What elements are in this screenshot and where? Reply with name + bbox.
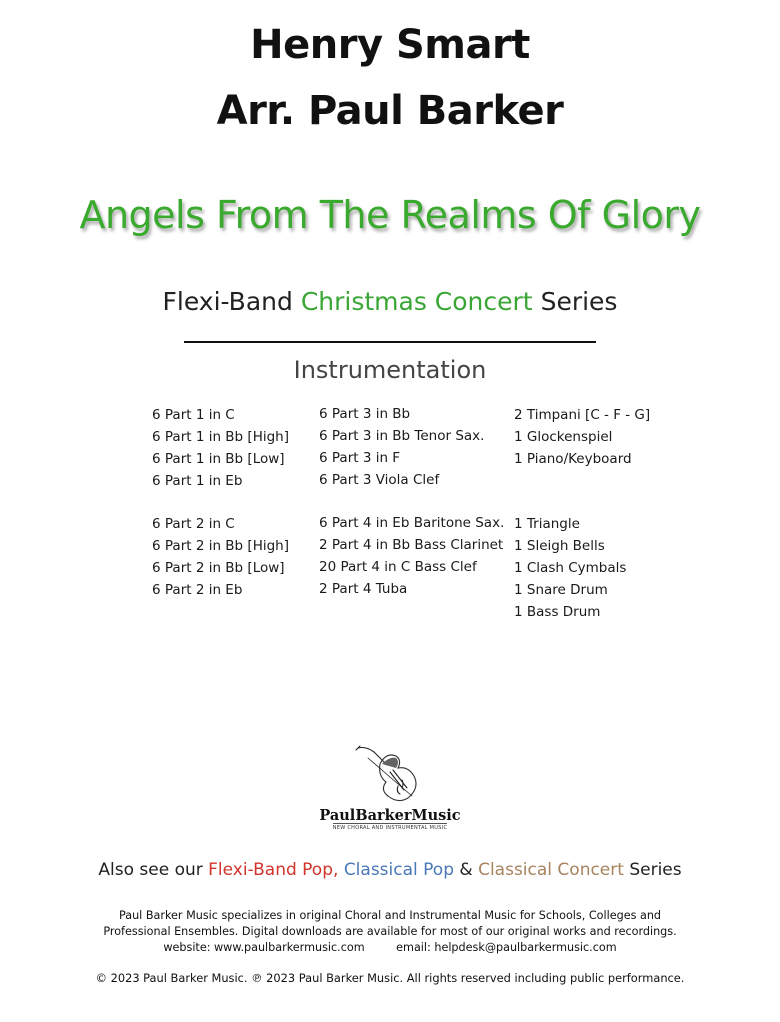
piece-title: Angels From The Realms Of Glory [79,193,701,237]
instrument-item: 6 Part 1 in C [152,407,235,423]
instrument-item: 6 Part 2 in Bb [High] [152,538,289,554]
instrument-item: 6 Part 3 in Bb [319,406,411,422]
series-part-2: Christmas Concert [300,287,533,316]
instrument-item: 6 Part 3 in F [319,450,401,466]
also-ampersand: & [459,860,473,880]
instrument-item: 6 Part 2 in Bb [Low] [152,560,285,576]
website-link[interactable]: website: www.paulbarkermusic.com [163,941,365,954]
also-prefix: Also see our [98,860,203,880]
spacer [319,491,504,512]
instrument-item: 20 Part 4 in C Bass Clef [319,559,477,575]
violin-logo-icon [338,742,448,804]
instrument-item: 1 Snare Drum [514,582,608,598]
instrument-item: 1 Bass Drum [514,604,601,620]
also-suffix: Series [629,860,682,880]
instrument-item: 6 Part 1 in Bb [Low] [152,451,285,467]
instrument-item: 1 Triangle [514,516,580,532]
instrumentation-column-1 [152,404,289,601]
blurb-line-2: Professional Ensembles. Digital downloads are available for most of our original works and recordings. [103,925,677,938]
instrument-item: 6 Part 4 in Eb Baritone Sax. [319,515,505,531]
logo-tagline [0,825,780,831]
blurb-line-1: Paul Barker Music specializes in original Choral and Instrumental Music for Schools, Colleges and [118,909,662,922]
series-link-classical-pop: Classical Pop [343,860,454,880]
instrument-item: 2 Timpani [C - F - G] [514,407,651,423]
instrument-item: 1 Clash Cymbals [514,560,627,576]
instrument-item: 1 Piano/Keyboard [514,451,632,467]
instrument-item: 2 Part 4 in Bb Bass Clarinet [319,537,504,553]
instrument-item: 2 Part 4 Tuba [319,581,408,597]
email-link[interactable]: email: helpdesk@paulbarkermusic.com [396,941,617,954]
also-see-line [0,860,780,880]
arranger-name: Arr. Paul Barker [216,88,564,134]
instrument-item: 6 Part 1 in Eb [152,473,243,489]
instrument-item: 1 Sleigh Bells [514,538,605,554]
spacer [152,492,289,513]
logo-tagline-text: NEW CHORAL AND INSTRUMENTAL MUSIC [332,825,448,831]
series-part-3: Series [540,287,618,316]
instrument-item: 1 Glockenspiel [514,429,613,445]
instrumentation-column-3 [514,404,650,623]
copyright-notice: © 2023 Paul Barker Music. ℗ 2023 Paul Barker Music. All rights reserved including public performance. [95,971,685,985]
instrument-item: 6 Part 3 in Bb Tenor Sax. [319,428,485,444]
instrument-item: 6 Part 2 in Eb [152,582,243,598]
instrumentation-heading: Instrumentation [293,356,487,384]
contact-line [149,940,630,956]
spacer [514,470,650,492]
logo-wordmark: PaulBarkerMusic [319,807,461,824]
composer-name: Henry Smart [250,22,530,68]
instrument-item: 6 Part 3 Viola Clef [319,472,440,488]
series-link-flexi-band-pop: Flexi-Band Pop, [208,860,339,880]
instrumentation-column-2 [319,403,504,600]
instrument-item: 6 Part 2 in C [152,516,235,532]
spacer [514,492,650,513]
instrument-item: 6 Part 1 in Bb [High] [152,429,289,445]
series-part-1: Flexi-Band [162,287,293,316]
series-title [0,287,780,316]
about-blurb [0,908,780,956]
series-link-classical-concert: Classical Concert [478,860,624,880]
divider-rule [184,341,596,343]
